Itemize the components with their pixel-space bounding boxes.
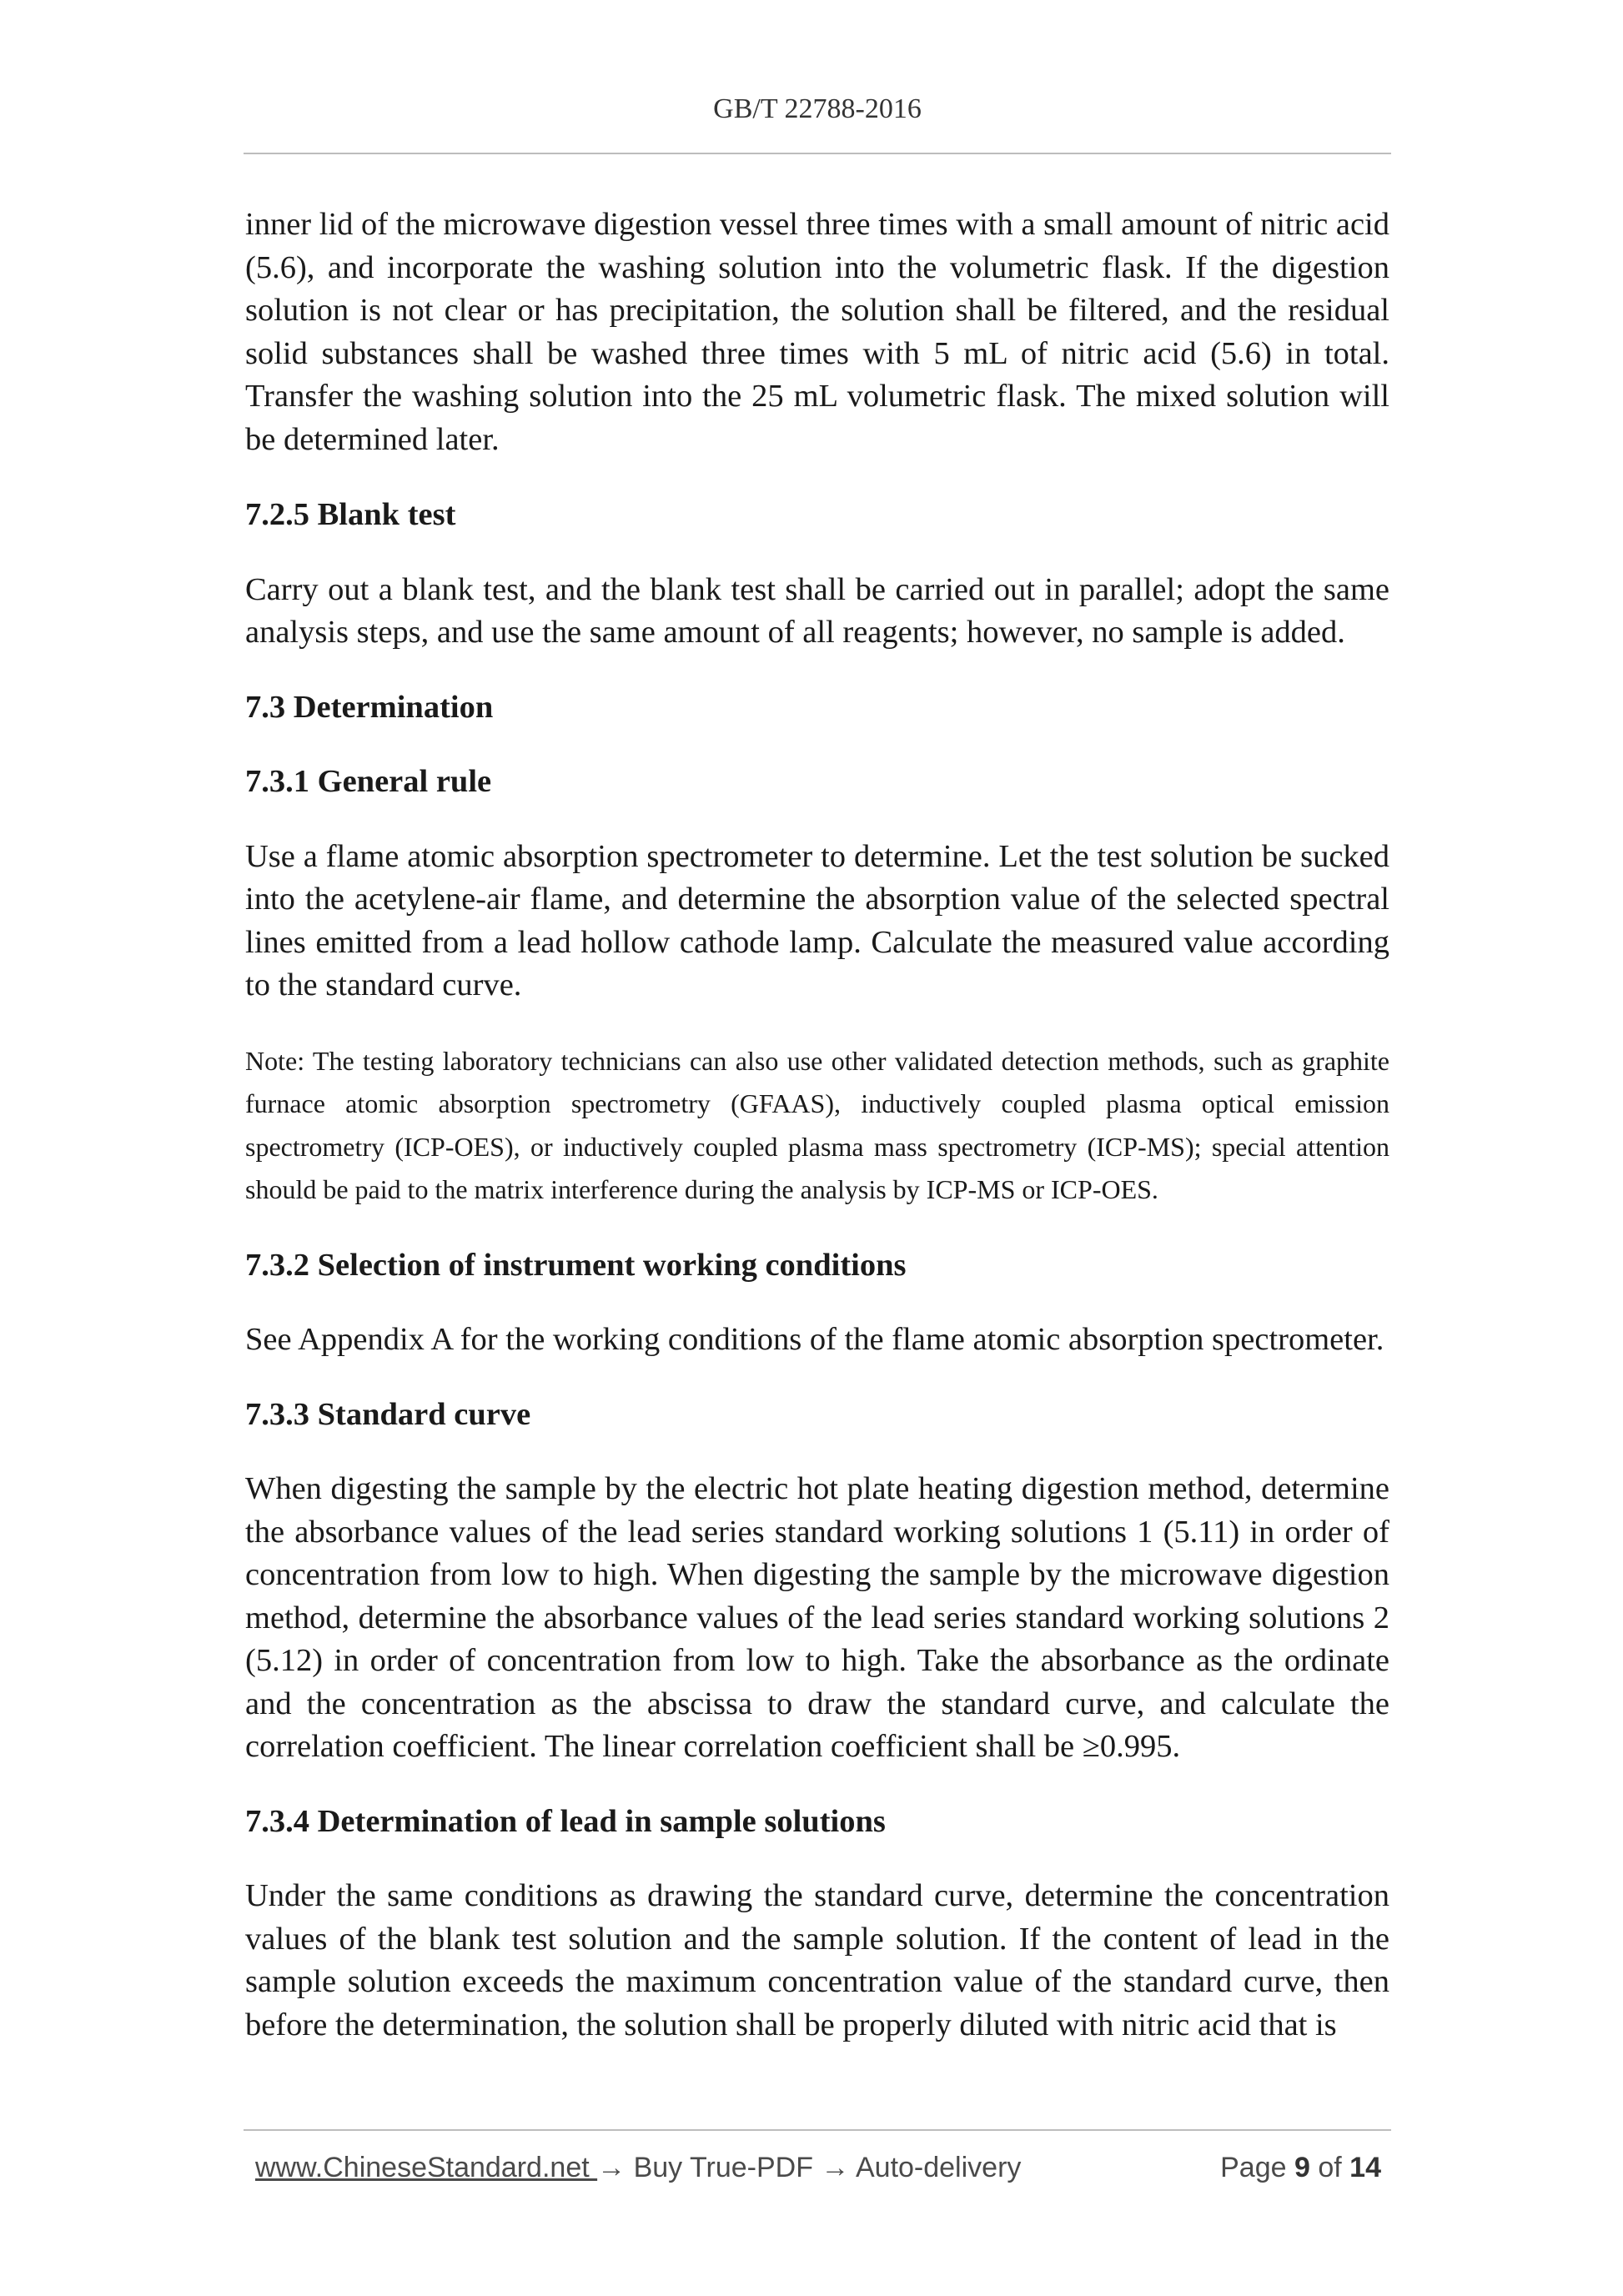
paragraph-7-3-2: See Appendix A for the working conditions of the flame atomic absorption spectrometer. — [245, 1322, 1384, 1357]
footer-tagline: → Buy True-PDF → Auto-delivery — [597, 2152, 1022, 2183]
page-footer — [255, 2152, 1381, 2184]
page-counter — [1220, 2152, 1381, 2184]
footer-divider — [244, 2129, 1391, 2131]
heading-7-3-4: 7.3.4 Determination of lead in sample solutions — [245, 1803, 886, 1839]
page-total: 14 — [1349, 2152, 1381, 2183]
note-paragraph: Note: The testing laboratory technicians can also use other validated detection methods, such as graphite furnace atomic absorption spectrometry (GFAAS), inductively coupled plasma optical emission spectrometry (ICP-OES), or inductively coupled plasma mass spectrometry (ICP-MS); special attention should be paid to the matrix interference during the analysis by ICP-MS or ICP-OES. — [245, 1045, 1389, 1204]
header-divider — [244, 153, 1391, 154]
paragraph-7-3-1: Use a flame atomic absorption spectrometer to determine. Let the test solution be sucked into the acetylene-air flame, and determine the absorption value of the selected spectral lines emitted from a lead hollow cathode lamp. Calculate the measured value according to the standard curve. — [245, 838, 1389, 1002]
website-link[interactable]: www.ChineseStandard.net — [255, 2152, 598, 2183]
page-label: Page — [1220, 2152, 1287, 2183]
footer-left — [255, 2152, 1021, 2184]
heading-7-3: 7.3 Determination — [245, 689, 494, 725]
paragraph-continued: inner lid of the microwave digestion vessel three times with a small amount of nitric acid (5.6), and incorporate the washing solution into the volumetric flask. If the digestion solution is not clear or has precipitation, the solution shall be filtered, and the residual solid substances shall be washed three times with 5 mL of nitric acid (5.6) in total. Transfer the washing solution into the 25 mL volumetric flask. The mixed solution will be determined later. — [245, 207, 1389, 457]
paragraph-7-3-4: Under the same conditions as drawing the standard curve, determine the concentration values of the blank test solution and the sample solution. If the content of lead in the sample solution exceeds the maximum concentration value of the standard curve, then before the determination, the solution shall be properly diluted with nitric acid that is — [245, 1878, 1389, 2042]
page-header-title: GB/T 22788-2016 — [713, 93, 922, 124]
heading-7-2-5: 7.2.5 Blank test — [245, 497, 456, 532]
page-body — [245, 203, 1389, 2047]
page-number: 9 — [1294, 2152, 1310, 2183]
of-label: of — [1318, 2152, 1342, 2183]
paragraph-7-3-3: When digesting the sample by the electric hot plate heating digestion method, determine the absorbance values of the lead series standard working solutions 1 (5.11) in order of concentration from low to high. When digesting the sample by the microwave digestion method, determine the absorbance values of the lead series standard working solutions 2 (5.12) in order of concentration from low to high. Take the absorbance as the ordinate and the concentration as the abscissa to draw the standard curve, and calculate the correlation coefficient. The linear correlation coefficient shall be ≥0.995. — [245, 1471, 1389, 1764]
heading-7-3-2: 7.3.2 Selection of instrument working conditions — [245, 1247, 907, 1283]
paragraph-7-2-5: Carry out a blank test, and the blank test shall be carried out in parallel; adopt the same analysis steps, and use the same amount of all reagents; however, no sample is added. — [245, 571, 1389, 650]
heading-7-3-1: 7.3.1 General rule — [245, 764, 492, 799]
heading-7-3-3: 7.3.3 Standard curve — [245, 1396, 531, 1432]
